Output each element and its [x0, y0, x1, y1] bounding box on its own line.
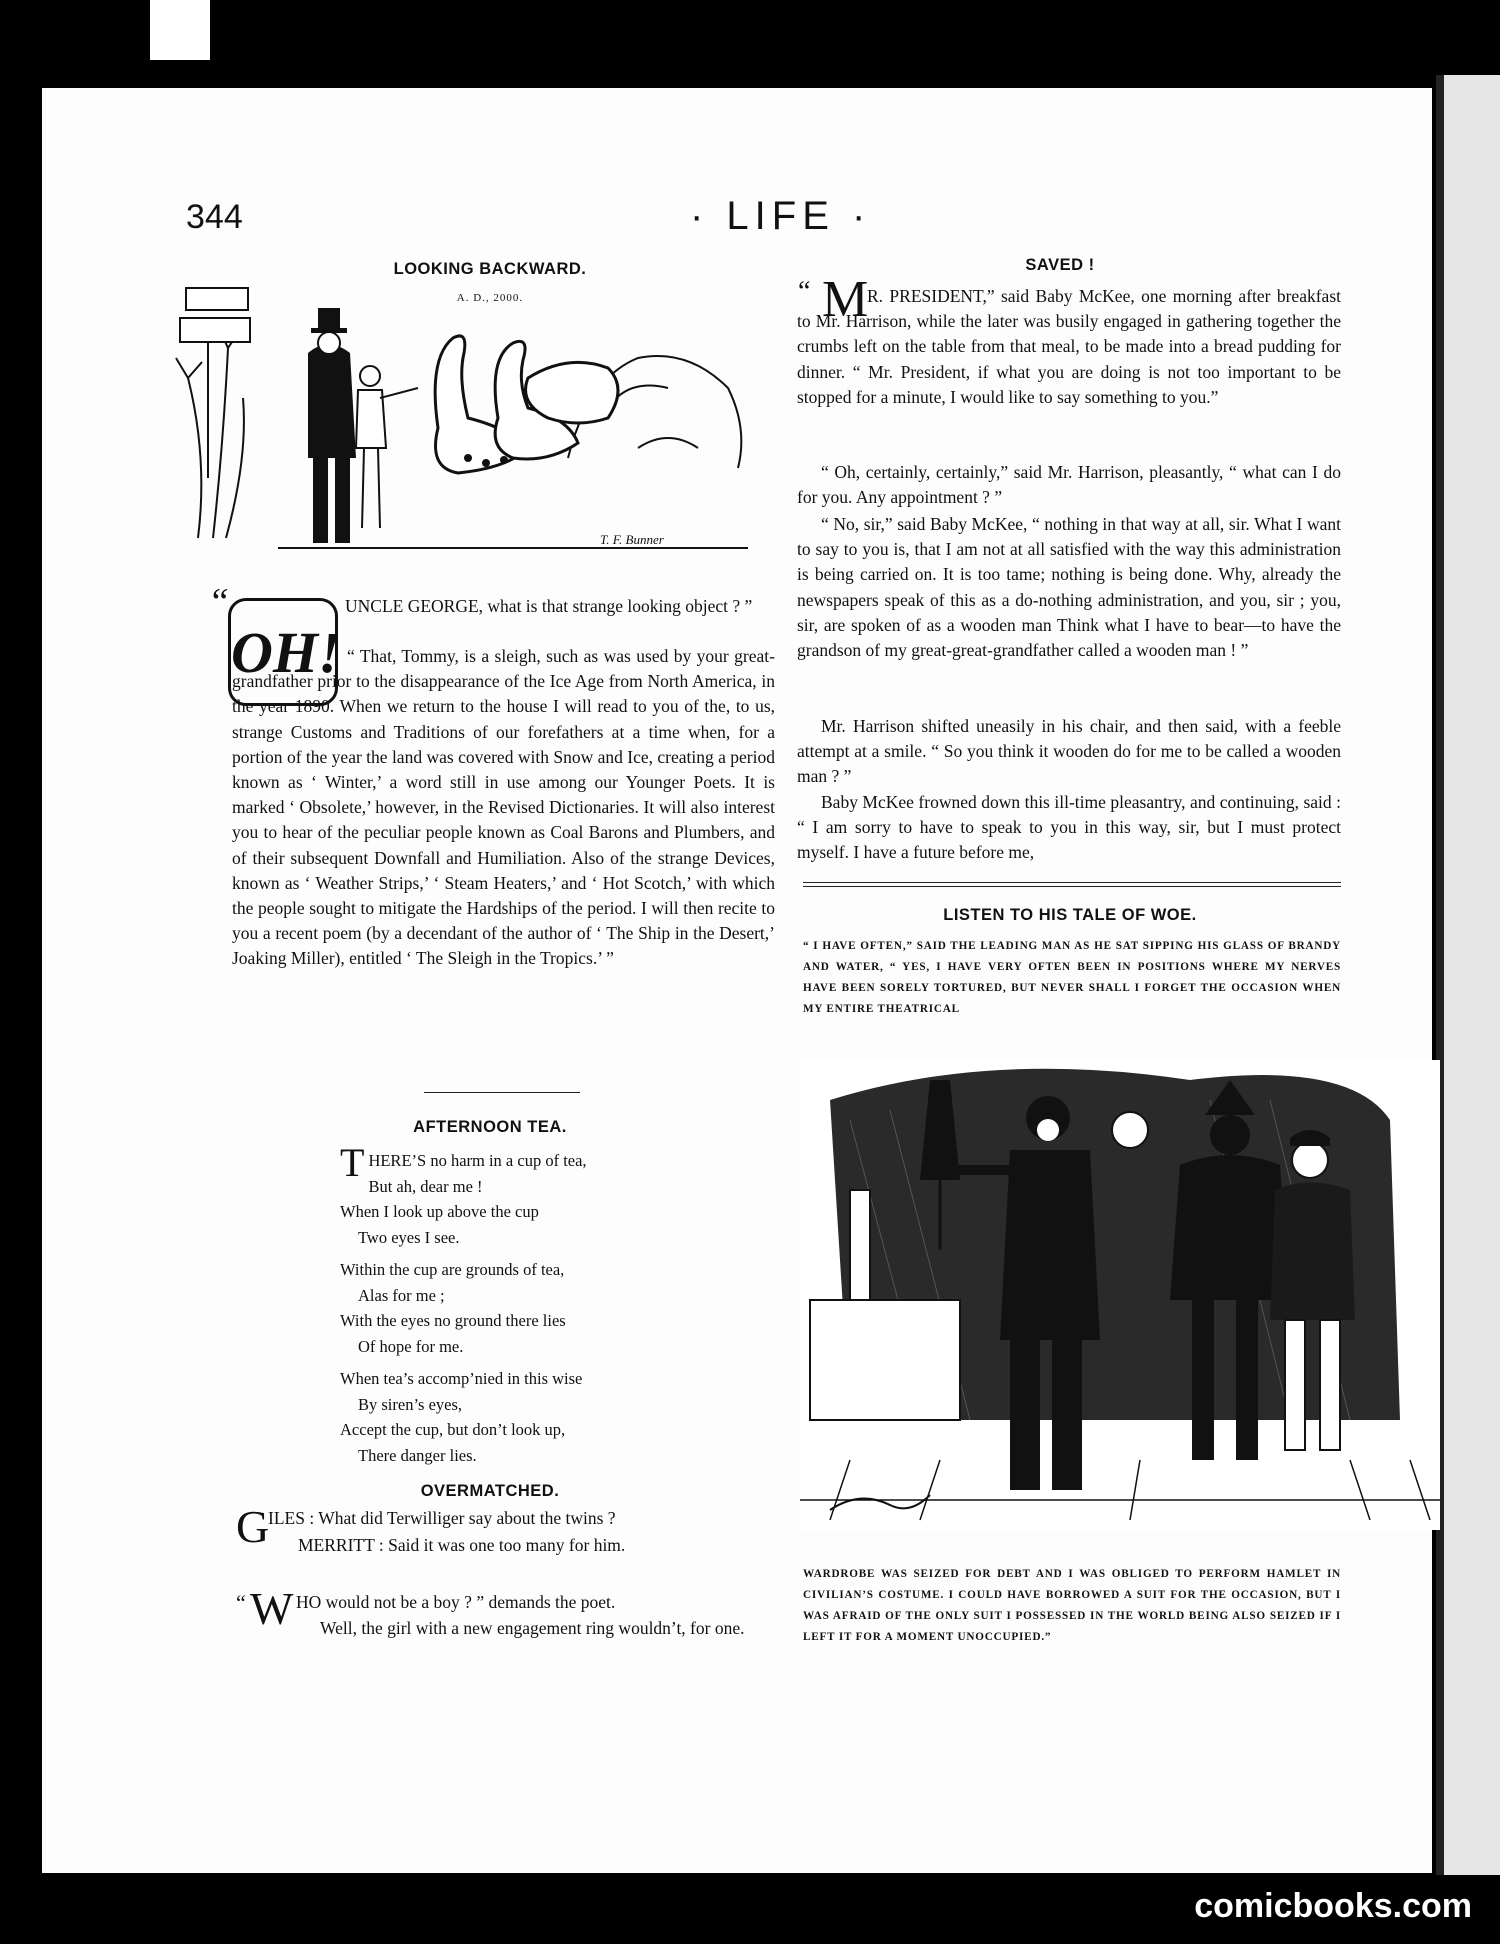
looking-backward-intro: UNCLE GEORGE, what is that strange looking object ? ” — [345, 596, 753, 616]
tale-of-woe-title: LISTEN TO HIS TALE OF WOE. — [943, 906, 1197, 924]
poem-stanza-3 — [340, 1366, 740, 1468]
section-divider — [424, 1092, 580, 1093]
poem-drop-cap: T — [340, 1140, 365, 1185]
poem-line: Two eyes I see. — [358, 1227, 460, 1247]
saved-title: SAVED ! — [1025, 256, 1095, 274]
poem-stanza-2 — [340, 1257, 740, 1359]
poem-line: Of hope for me. — [358, 1336, 464, 1356]
saved-paragraph-1: R. PRESIDENT,” said Baby McKee, one morning after breakfast to Mr. Harrison, while the later was busily engaged in gathering together the crumbs left on the table from that meal, to be made into a bread pudding for dinner. “ Mr. President, if what you are doing is not too important to be stopped for a minute, I would like to say something to you.” — [797, 286, 1341, 407]
theater-scene-illustration — [790, 1040, 1450, 1540]
ornamental-initial: OH! — [228, 598, 338, 706]
saved-open-quote: “ — [798, 276, 811, 307]
boy-line-2: Well, the girl with a new engagement ring wouldn’t, for one. — [320, 1618, 745, 1638]
tale-of-woe-intro: “ I HAVE OFTEN,” SAID THE LEADING MAN AS HE SAT SIPPING HIS GLASS OF BRANDY AND WATER, “ YES, I HAVE VERY OFTEN BEEN IN POSITIONS WHERE MY NERVES HAVE BEEN SORELY TORTURED, BUT NEVER SHALL I FORGET THE OCCASION WHEN MY ENTIRE THEATRICAL — [803, 940, 1341, 1015]
afternoon-tea-poem — [340, 1140, 740, 1475]
looking-backward-paragraph: “ That, Tommy, is a sleigh, such as was used by your great-grandfather prior to the disappearance of the Ice Age from North America, in the year 1890. When we return to the house I will read to you of the, to us, strange Customs and Traditions of our forefathers at a time when, for a portion of the year the land was covered with Snow and Ice, creating a period known as ‘ Winter,’ a word still in use among our Younger Poets. It is marked ‘ Obsolete,’ however, in the Revised Dictionaries. It will also interest you to hear of the peculiar people known as Coal Barons and Plumbers, and of their subsequent Downfall and Humiliation. Also of the strange Devices, known as ‘ Weather Strips,’ ‘ Steam Heaters,’ and ‘ Hot Scotch,’ with which the people sought to mitigate the Hardships of the period. I will then recite to you a recent poem (by a decendant of the author of ‘ The Ship in the Desert,’ Joaking Miller), entitled ‘ The Sleigh in the Tropics.’ ” — [232, 646, 775, 969]
poem-line: When I look up above the cup — [340, 1202, 539, 1221]
masthead: · LIFE · — [690, 194, 872, 238]
boy-drop-cap: W — [250, 1583, 294, 1634]
overmatched-title: OVERMATCHED. — [420, 1482, 560, 1500]
section-double-rule — [803, 882, 1341, 887]
saved-paragraph-2: “ Oh, certainly, certainly,” said Mr. Harrison, pleasantly, “ what can I do for you. Any appointment ? ” — [797, 462, 1341, 508]
overmatched-drop-cap: G — [236, 1501, 270, 1552]
poem-stanza-1 — [340, 1140, 740, 1250]
poem-line: HERE’S no harm in a cup of tea, — [368, 1151, 587, 1170]
page-number: 344 — [186, 198, 243, 236]
watermark: comicbooks.com — [1194, 1887, 1472, 1925]
boy-line-1: HO would not be a boy ? ” demands the poet. — [296, 1592, 616, 1612]
looking-backward-subtitle: A. D., 2000. — [456, 292, 524, 304]
looking-backward-title: LOOKING BACKWARD. — [393, 260, 587, 278]
saved-paragraph-3: “ No, sir,” said Baby McKee, “ nothing in that way at all, sir. What I want to say to you is, that I am not at all satisfied with the way this administration is being carried on. It is too tame; nothing is being done. Why, already the newspapers speak of this as a do-nothing administration, and you, sir ; you, sir, are spoken of as a wooden man Think what I have to bear—to have the grandson of my great-great-grandfather called a wooden man ! ” — [797, 514, 1341, 661]
poem-line: Within the cup are grounds of tea, — [340, 1260, 565, 1279]
boy-open-quote: “ — [236, 1590, 246, 1615]
poem-line: But ah, dear me ! — [368, 1176, 483, 1196]
poem-line: By siren’s eyes, — [358, 1394, 463, 1414]
poem-line: Accept the cup, but don’t look up, — [340, 1420, 566, 1439]
overmatched-line-1: ILES : What did Terwilliger say about the twins ? — [268, 1508, 616, 1528]
afternoon-tea-title: AFTERNOON TEA. — [413, 1118, 567, 1136]
facing-page-edge — [1436, 75, 1500, 1875]
saved-paragraph-4: Mr. Harrison shifted uneasily in his chair, and then said, with a feeble attempt at a smile. “ So you think it wooden do for me to be called a wooden man ? ” — [797, 716, 1341, 787]
poem-line: With the eyes no ground there lies — [340, 1311, 566, 1330]
saved-paragraph-5: Baby McKee frowned down this ill-time pleasantry, and continuing, said : “ I am sorry to have to speak to you in this way, sir, but I must protect myself. I have a future before me, — [797, 792, 1341, 863]
overmatched-line-2: MERRITT : Said it was one too many for him. — [298, 1535, 626, 1555]
poem-line: Alas for me ; — [358, 1285, 445, 1305]
scan-edge — [150, 0, 210, 60]
saved-drop-cap: M — [822, 271, 869, 328]
tale-of-woe-conclusion: WARDROBE WAS SEIZED FOR DEBT AND I WAS OBLIGED TO PERFORM HAMLET IN CIVILIAN’S COSTUME. I COULD HAVE BORROWED A SUIT FOR THE OCCASION, BUT I WAS AFRAID OF THE ONLY SUIT I POSSESSED IN THE WORLD BEING ALSO SEIZED IF I LEFT IT FOR A MOMENT UNOCCUPIED.” — [803, 1568, 1341, 1643]
opening-quote-mark: “ — [208, 581, 230, 623]
artist-signature: T. F. Bunner — [600, 532, 664, 547]
poem-line: When tea’s accomp’nied in this wise — [340, 1369, 583, 1388]
poem-line: There danger lies. — [358, 1445, 477, 1465]
sleigh-scene-illustration — [168, 258, 768, 558]
